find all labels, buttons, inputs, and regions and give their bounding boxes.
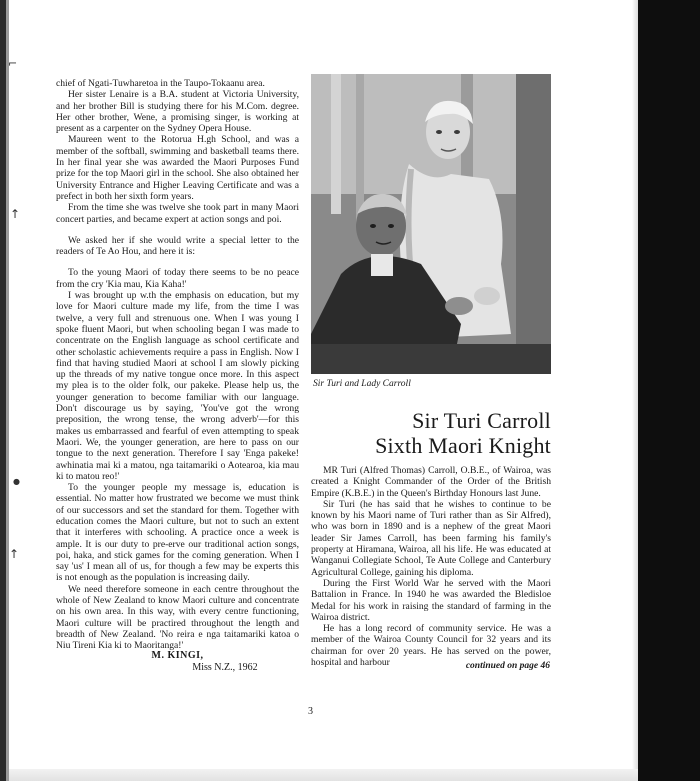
body-paragraph: We asked her if she would write a special letter to the readers of Te Ao Hou, and here it is: [56, 234, 299, 258]
letter-column [56, 78, 299, 652]
binding-mark: ⌐ [8, 57, 18, 70]
headline-line: Sir Turi Carroll [412, 408, 551, 433]
body-paragraph: Sir Turi (he has said that he wishes to continue to be known by his Maori name of Turi rather than as Sir Alfred), who was born in 1890 and is a nephew of the great Maori leader Sir James Carroll, has been farming his family's property at Hiramana, Wairoa, all his life. He was educated at Wanganui Collegiate School, Te Aute College and Canterbury Agricultural College, gaining his diploma. [311, 498, 551, 578]
body-paragraph: I was brought up w.th the emphasis on education, but my love for Maori culture made my life, from the time I was twelve, a very full and strenuous one. When I was young I spoke fluent Maori, but when schooling began I was made to concentrate on the English language as school certificate and other scholastic achievements require a pass in English. Now I find that having studied Maori at school I am slowly picking up the threads of my native tongue once more. In this aspect my plea is to the older folk, our pakeke. Please help us, the younger generation to become familiar with our language. Don't discourage us by saying, 'You've got the wrong preposition, the wrong tense, the wrong adverb'—for this makes us embarrassed and fearful of even attempting to speak Maori. We, the younger generation, are here to pass on our tongue to the next generation. Therefore I say 'Enga pakeke! awhinatia mai ki a matou, nga taitamariki o Aotearoa, kia mau ki to matou reo!' [56, 290, 299, 482]
signature-title: Miss N.Z., 1962 [192, 662, 258, 673]
article-headline [311, 408, 551, 458]
body-paragraph: From the time she was twelve she took part in many Maori concert parties, and became expert at action songs and poi. [56, 202, 299, 225]
photo-caption: Sir Turi and Lady Carroll [313, 379, 411, 389]
body-paragraph: During the First World War he served with the Maori Battalion in France. In 1940 he was awarded the Bledisloe Medal for his work in raising the standard of farming in the Wairoa district. [311, 577, 551, 623]
scan-right-edge [638, 0, 700, 781]
body-paragraph: To the young Maori of today there seems to be no peace from the cry 'Kia mau, Kia Kaha!' [56, 267, 299, 290]
continued-note: continued on page 46 [465, 661, 550, 671]
article-column [311, 465, 551, 668]
body-paragraph: MR Turi (Alfred Thomas) Carroll, O.B.E., of Wairoa, was created a Knight Commander of the Order of the British Empire (K.B.E.) in the Queen's Birthday Honours last June. [311, 465, 551, 499]
body-paragraph: We need therefore someone in each centre throughout the whole of New Zealand to know Maori culture and concentrate on his own area. In this way, with every centre functioning, Maori culture will be practired throughout the length and breadth of New Zealand. 'No reira e nga taitamariki katoa o Niu Tireni Kia ki to Maoritanga!' [56, 583, 299, 652]
scan-left-shadow [6, 0, 9, 781]
binding-mark: ● [13, 477, 20, 486]
binding-mark: ↑ [10, 207, 21, 221]
body-paragraph: chief of Ngati-Tuwharetoa in the Taupo-Tokaanu area. [56, 78, 265, 89]
signature-name: M. KINGI, [151, 650, 204, 661]
binding-mark: ↑ [9, 547, 20, 561]
body-paragraph: Her sister Lenaire is a B.A. student at Victoria University, and her brother Bill is studying there for his M.Com. degree. Her other brother, Wene, a promising singer, is working at present as a carpenter on the Sydney Opera House. [56, 89, 299, 135]
scan-bottom-edge [9, 769, 638, 781]
page-number: 3 [308, 706, 313, 717]
headline-line: Sixth Maori Knight [375, 433, 551, 458]
body-paragraph: Maureen went to the Rotorua H.gh School, and was a member of the softball, swimming and basketball teams there. In her final year she was awarded the Maori Purposes Fund prize for the top Maori girl in the school. She also obtained her University Entrance and Higher Leaving Certificate and was a prefect in both her sixth form years. [56, 134, 299, 202]
body-paragraph: To the younger people my message is, education is essential. No matter how frustrated we become we must think of our successors and set the standard for them. Together with education comes the Maori culture, but not to such an extent that it interferes with schooling. A practice once a week is ample. It is our duty to pre-erve our traditional action songs, poi, haka, and stick games for the coming generation. When I say 'us' I mean all of us, for though a few may be experts this is not enough as the population is increasing daily. [56, 482, 299, 584]
body-paragraph: He has a long record of community service. He was a member of the Wairoa County Council for 32 years and its chairman for over 20 years. He has served on the power, hospital and harbour [311, 623, 551, 669]
portrait-photo-art [311, 74, 551, 374]
portrait-photo [311, 74, 551, 374]
